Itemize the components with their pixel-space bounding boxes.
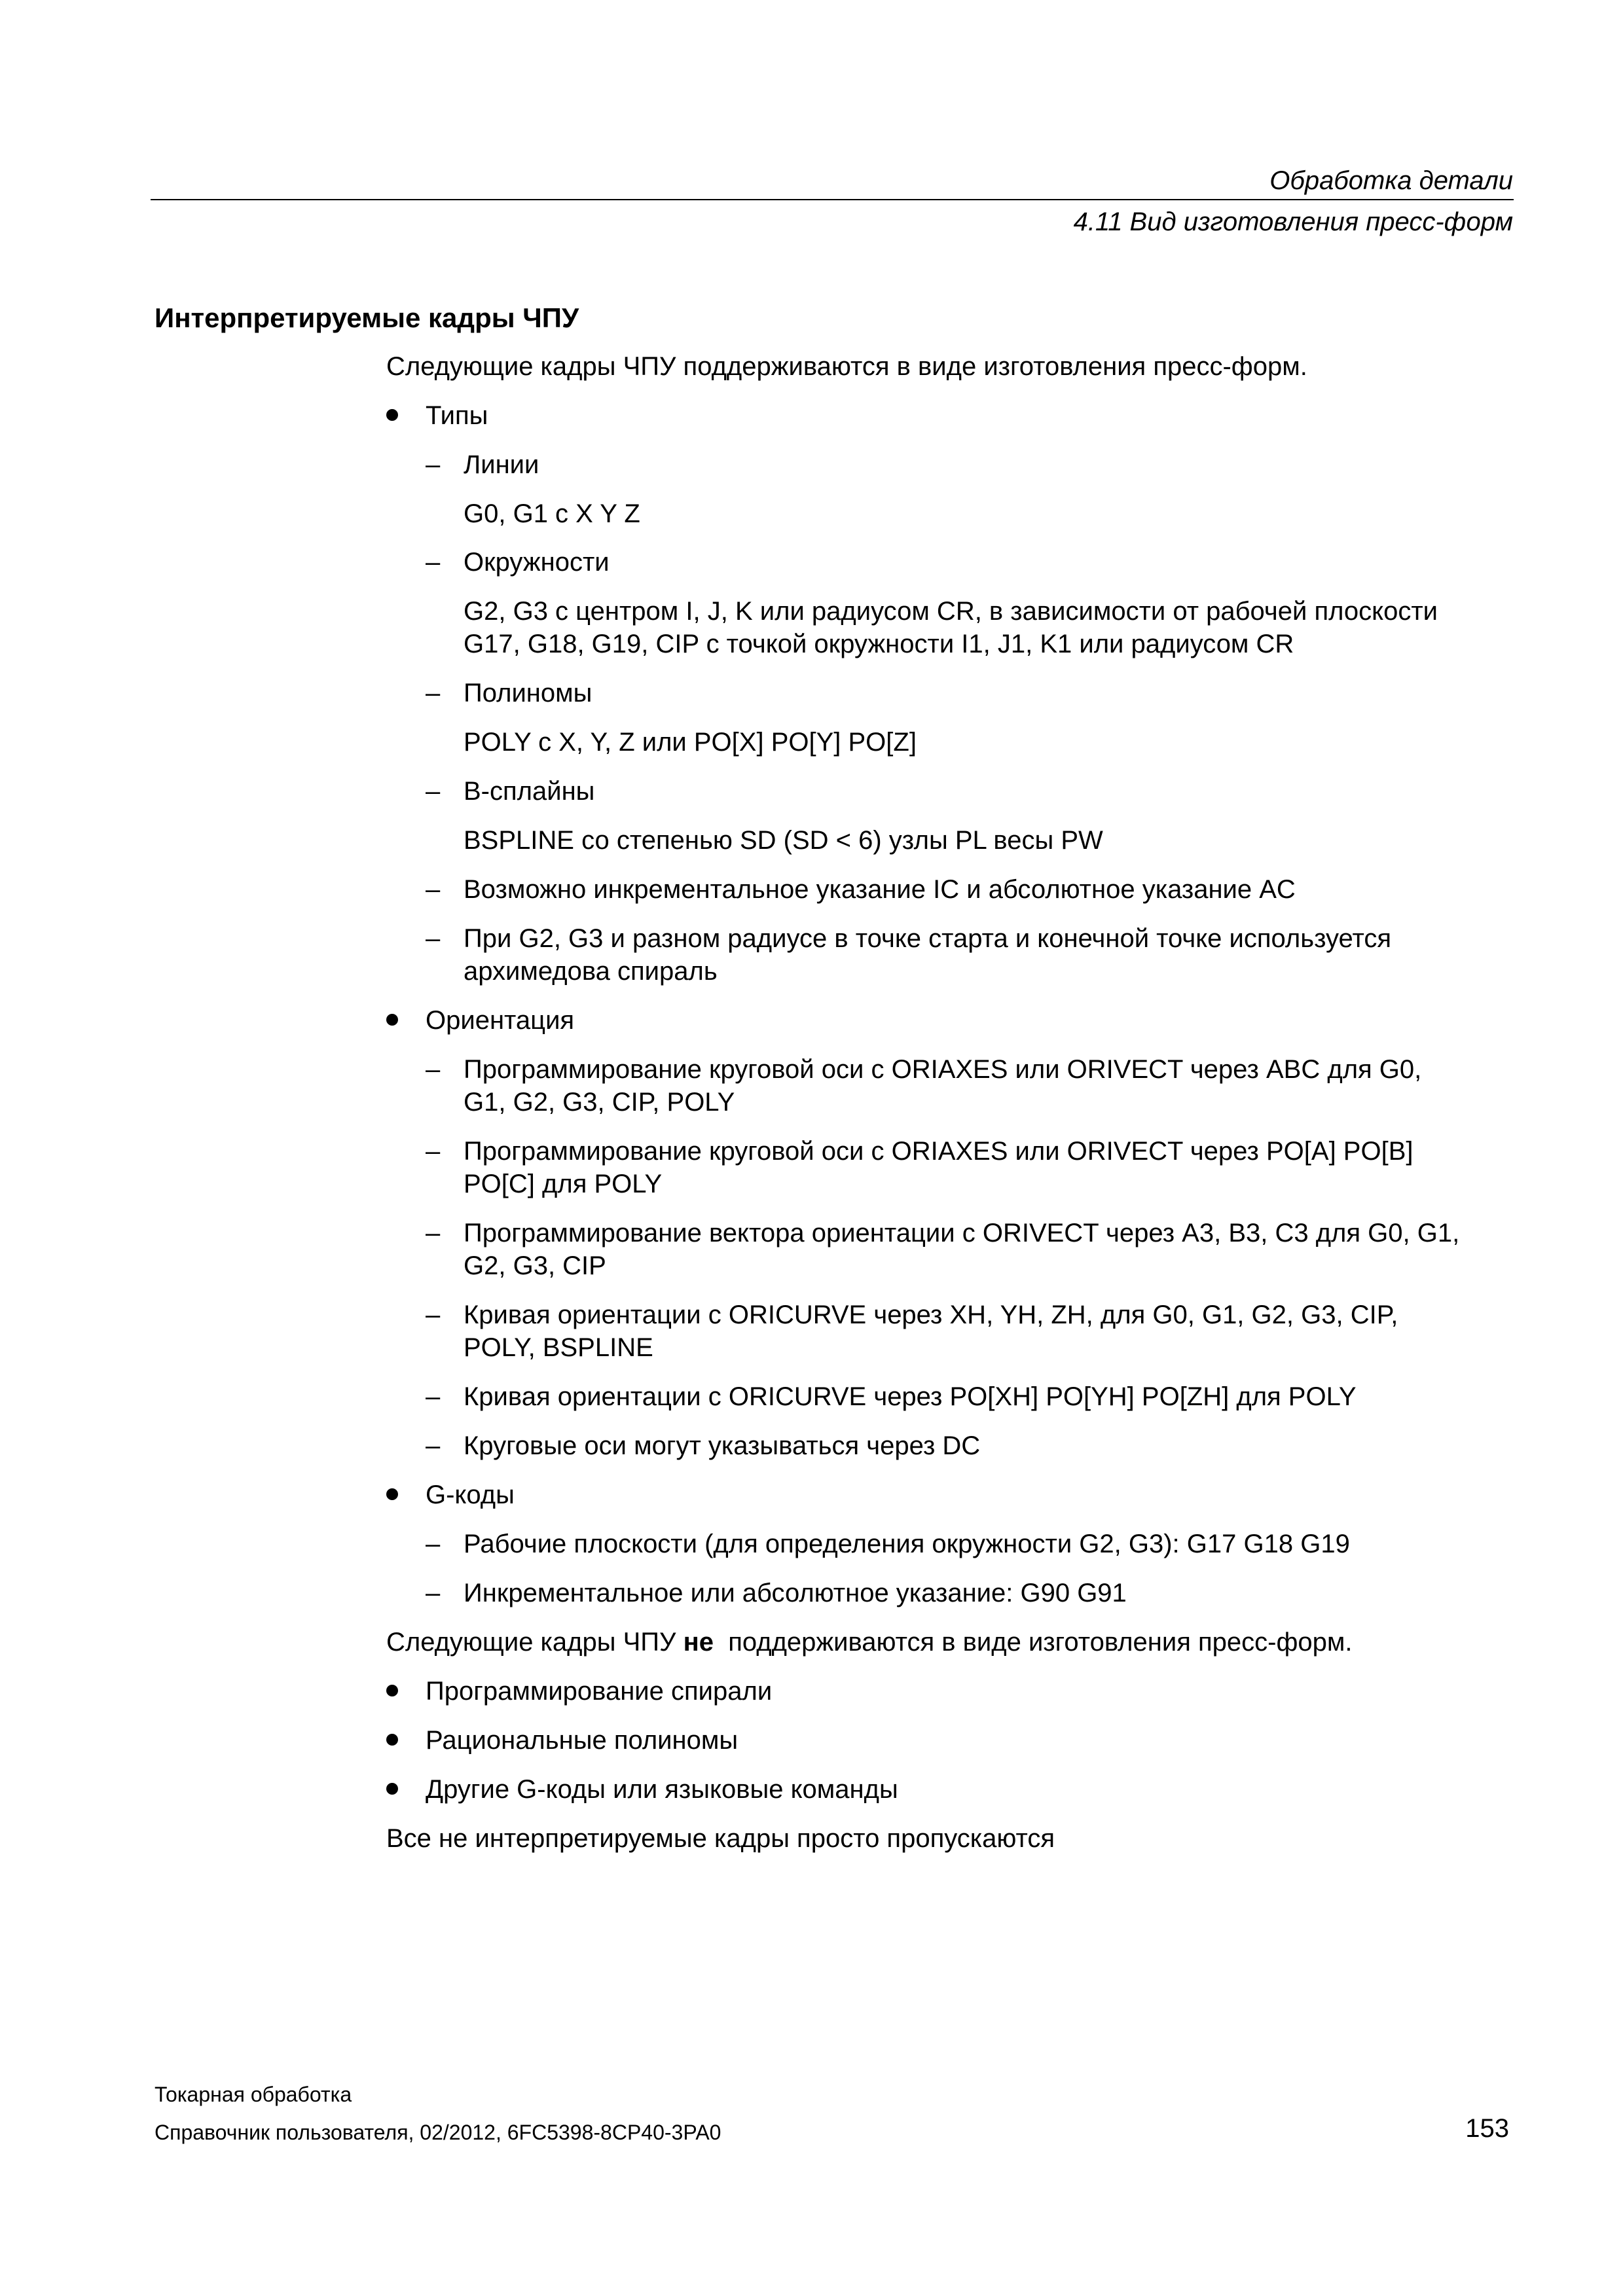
section-title: Интерпретируемые кадры ЧПУ	[155, 302, 579, 333]
bullet-marker	[386, 1734, 398, 1746]
dash-marker: –	[426, 875, 441, 904]
dash-marker: –	[426, 1579, 441, 1607]
not-supported-item: Другие G-коды или языковые команды	[426, 1775, 898, 1804]
types-lines-detail: G0, G1 с X Y Z	[464, 499, 640, 528]
orientation-item-6: Круговые оси могут указываться через DC	[464, 1431, 981, 1460]
dash-marker: –	[426, 1137, 441, 1166]
types-lines-label: Линии	[464, 450, 539, 479]
dash-marker: –	[426, 1530, 441, 1558]
dash-marker: –	[426, 450, 441, 479]
types-spiral-2: архимедова спираль	[464, 957, 718, 986]
not-supported-item: Рациональные полиномы	[426, 1726, 739, 1755]
dash-marker: –	[426, 679, 441, 708]
bullet-marker	[386, 1783, 398, 1795]
types-polynomials-detail: POLY с X, Y, Z или PO[X] PO[Y] PO[Z]	[464, 728, 917, 757]
types-circles-detail-1: G2, G3 с центром I, J, K или радиусом CR, в зависимости от рабочей плоскости	[464, 597, 1438, 626]
orientation-item-5: Кривая ориентации с ORICURVE через PO[XH] PO[YH] PO[ZH] для POLY	[464, 1382, 1357, 1411]
not-supported-intro-end: поддерживаются в виде изготовления пресс-форм.	[713, 1628, 1353, 1657]
dash-marker: –	[426, 777, 441, 806]
types-bsplines-label: B-сплайны	[464, 777, 595, 806]
dash-marker: –	[426, 1431, 441, 1460]
dash-marker: –	[426, 1219, 441, 1247]
types-circles-label: Окружности	[464, 548, 610, 577]
intro-paragraph: Следующие кадры ЧПУ поддерживаются в виде изготовления пресс-форм.	[386, 352, 1307, 381]
bullet-marker	[386, 1014, 398, 1026]
orientation-item-3a: Программирование вектора ориентации с ORIVECT через A3, B3, C3 для G0, G1,	[464, 1219, 1460, 1247]
dash-marker: –	[426, 924, 441, 953]
header-divider	[151, 199, 1514, 200]
bullet-types: Типы	[426, 401, 488, 430]
dash-marker: –	[426, 1300, 441, 1329]
bullet-marker	[386, 1488, 398, 1500]
bullet-marker	[386, 1685, 398, 1696]
dash-marker: –	[426, 1382, 441, 1411]
footer-manual-info: Справочник пользователя, 02/2012, 6FC5398-8CP40-3PA0	[155, 2121, 721, 2144]
orientation-item-4a: Кривая ориентации с ORICURVE через XH, YH, ZH, для G0, G1, G2, G3, CIP,	[464, 1300, 1398, 1329]
bullet-marker	[386, 409, 398, 421]
bullet-orientation: Ориентация	[426, 1006, 575, 1035]
running-header-section: 4.11 Вид изготовления пресс-форм	[1073, 207, 1513, 236]
dash-marker: –	[426, 548, 441, 577]
types-circles-detail-2: G17, G18, G19, CIP с точкой окружности I1, J1, K1 или радиусом CR	[464, 630, 1294, 658]
types-incremental: Возможно инкрементальное указание IC и абсолютное указание AC	[464, 875, 1296, 904]
running-header-chapter: Обработка детали	[1269, 166, 1513, 195]
dash-marker: –	[426, 1055, 441, 1084]
gcodes-item-1: Рабочие плоскости (для определения окружности G2, G3): G17 G18 G19	[464, 1530, 1350, 1558]
not-supported-item: Программирование спирали	[426, 1677, 773, 1706]
not-supported-emphasis: не	[683, 1628, 714, 1657]
orientation-item-4b: POLY, BSPLINE	[464, 1333, 653, 1362]
page-number: 153	[1465, 2114, 1509, 2143]
not-supported-intro	[386, 1626, 1352, 1659]
types-bsplines-detail: BSPLINE со степенью SD (SD < 6) узлы PL весы PW	[464, 826, 1103, 855]
closing-paragraph: Все не интерпретируемые кадры просто пропускаются	[386, 1824, 1055, 1853]
types-spiral-1: При G2, G3 и разном радиусе в точке старта и конечной точке используется	[464, 924, 1391, 953]
orientation-item-2b: PO[C] для POLY	[464, 1170, 663, 1198]
bullet-gcodes: G-коды	[426, 1480, 515, 1509]
footer-book-title: Токарная обработка	[155, 2083, 352, 2106]
orientation-item-2a: Программирование круговой оси с ORIAXES или ORIVECT через PO[A] PO[B]	[464, 1137, 1413, 1166]
gcodes-item-2: Инкрементальное или абсолютное указание: G90 G91	[464, 1579, 1127, 1607]
types-polynomials-label: Полиномы	[464, 679, 593, 708]
not-supported-intro-start: Следующие кадры ЧПУ	[386, 1628, 684, 1657]
orientation-item-1b: G1, G2, G3, CIP, POLY	[464, 1088, 735, 1117]
orientation-item-3b: G2, G3, CIP	[464, 1251, 606, 1280]
orientation-item-1a: Программирование круговой оси с ORIAXES или ORIVECT через ABC для G0,	[464, 1055, 1422, 1084]
